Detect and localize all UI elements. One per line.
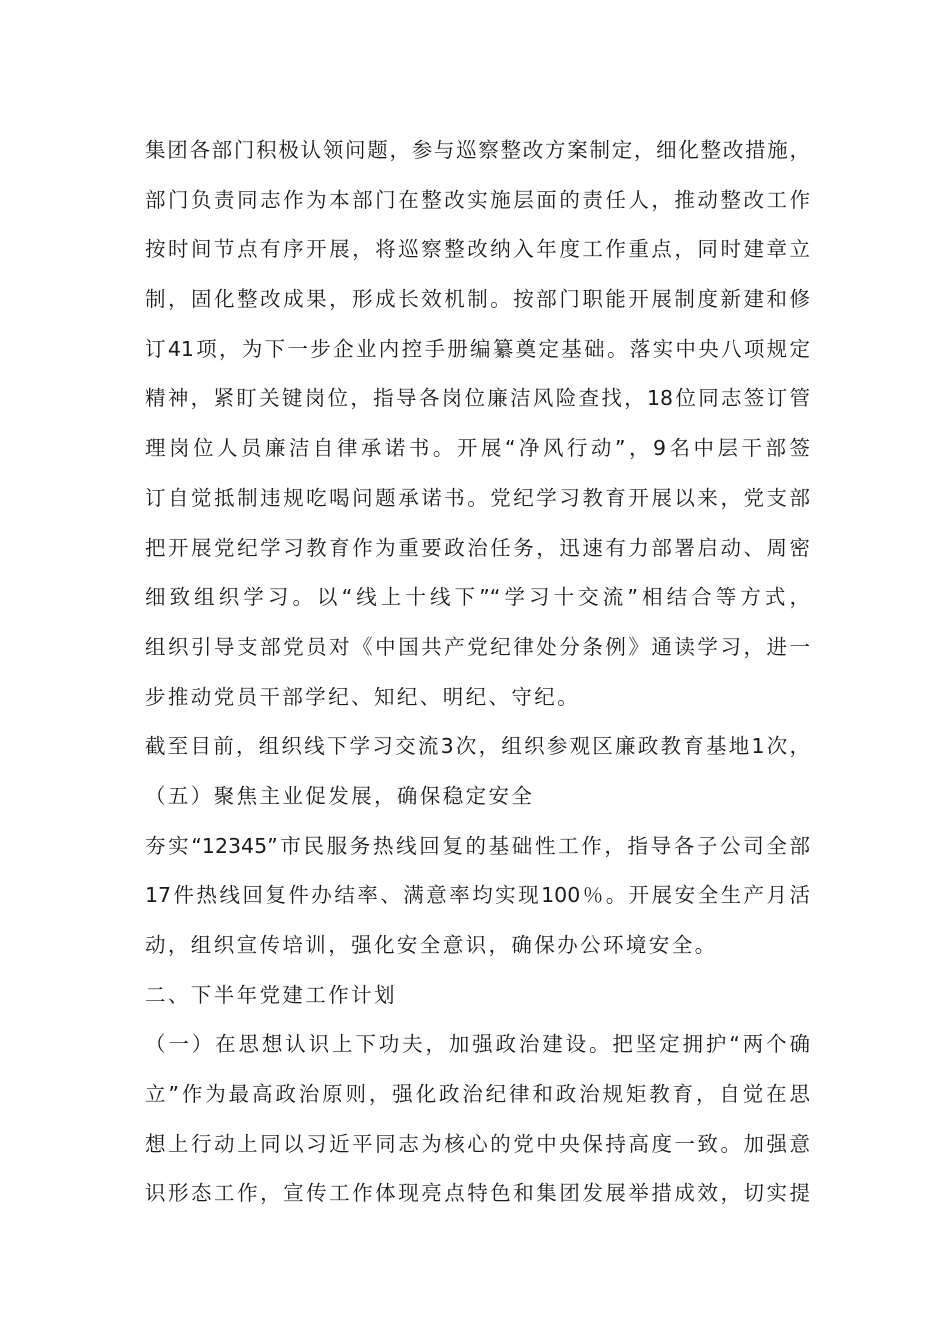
section-heading: （五）聚焦主业促发展，确保稳定安全 — [145, 783, 535, 808]
text-line: 集团各部门积极认领问题，参与巡察整改方案制定，细化整改措施， — [145, 138, 810, 162]
text-line: 夯实“12345”市民服务热线回复的基础性工作，指导各子公司全部 — [145, 833, 810, 858]
section-heading: 二、下半年党建工作计划 — [145, 982, 397, 1007]
text-line: 立”作为最高政治原则，强化政治纪律和政治规矩教育，自觉在思 — [145, 1082, 810, 1107]
text-line: 组织引导支部党员对《中国共产党纪律处分条例》通读学习，进一 — [145, 634, 810, 659]
body-text — [145, 126, 810, 1219]
text-line: 订41项，为下一步企业内控手册编纂奠定基础。落实中央八项规定 — [145, 336, 810, 361]
text-line: 17件热线回复件办结率、满意率均实现100％。开展安全生产月活 — [145, 883, 810, 908]
text-line: 细致组织学习。以“线上十线下”“学习十交流”相结合等方式， — [145, 585, 810, 610]
text-line: 精神，紧盯关键岗位，指导各岗位廉洁风险查找，18位同志签订管 — [145, 386, 810, 411]
text-line: 制，固化整改成果，形成长效机制。按部门职能开展制度新建和修 — [145, 287, 810, 312]
text-line: 识形态工作，宣传工作体现亮点特色和集团发展举措成效，切实提 — [145, 1181, 810, 1206]
text-line: 按时间节点有序开展，将巡察整改纳入年度工作重点，同时建章立 — [145, 237, 810, 262]
text-line: （一）在思想认识上下功夫，加强政治建设。把坚定拥护“两个确 — [145, 1032, 810, 1057]
text-line: 订自觉抵制违规吃喝问题承诺书。党纪学习教育开展以来，党支部 — [145, 485, 810, 510]
text-line: 步推动党员干部学纪、知纪、明纪、守纪。 — [145, 684, 581, 709]
text-line: 想上行动上同以习近平同志为核心的党中央保持高度一致。加强意 — [145, 1131, 810, 1156]
text-line: 部门负责同志作为本部门在整改实施层面的责任人，推动整改工作 — [145, 187, 810, 212]
text-line: 截至目前，组织线下学习交流3次，组织参观区廉政教育基地1次， — [145, 734, 810, 759]
text-line: 理岗位人员廉洁自律承诺书。开展“净风行动”，9名中层干部签 — [145, 436, 810, 461]
text-line: 把开展党纪学习教育作为重要政治任务，迅速有力部署启动、周密 — [145, 535, 810, 560]
text-line: 动，组织宣传培训，强化安全意识，确保办公环境安全。 — [145, 933, 718, 957]
